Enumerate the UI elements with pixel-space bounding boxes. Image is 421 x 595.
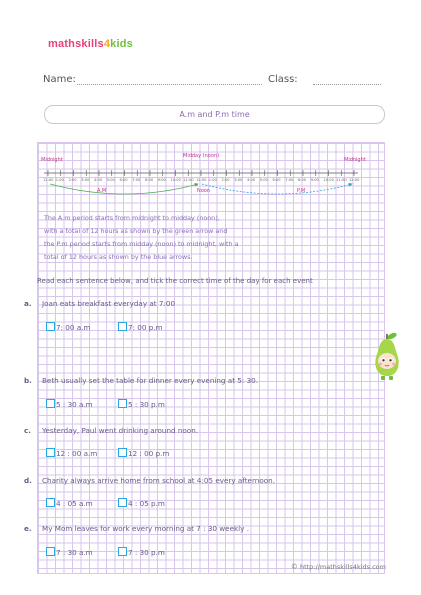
footer-url[interactable]: http://mathskills4kids.com	[299, 563, 386, 571]
checkbox-icon[interactable]	[46, 399, 55, 408]
checkbox-icon[interactable]	[118, 498, 127, 507]
question-d-option-am[interactable]	[46, 498, 93, 508]
timeline-tick-label: 12:00	[43, 178, 54, 182]
timeline-tick-label: 11:00	[183, 178, 194, 182]
timeline-tick-label: 5:00	[259, 178, 268, 182]
question-e-option-pm[interactable]	[118, 547, 165, 557]
timeline-tick-label: 9:00	[157, 178, 166, 182]
pm-arrow	[202, 184, 352, 194]
timeline-tick-label: 4:00	[247, 178, 256, 182]
timeline-tick-label: 12:00	[196, 178, 207, 182]
question-text: Joan eats breakfast everyday at 7:00	[42, 299, 176, 308]
option-label: 5 : 30 p.m	[128, 400, 165, 409]
question-c-option-pm[interactable]	[118, 448, 169, 458]
explanation-line-4: total of 12 hours as shown by the blue arrows.	[44, 253, 193, 261]
logo-part2: 4	[103, 38, 111, 50]
question-number: e.	[24, 524, 32, 533]
checkbox-icon[interactable]	[118, 399, 127, 408]
class-field[interactable]	[313, 84, 381, 85]
option-label: 7: 00 p.m	[128, 323, 163, 332]
question-text: My Mom leaves for work every morning at 7 : 30 weekly .	[42, 524, 249, 533]
am-arrow	[50, 184, 198, 194]
worksheet-title: A.m and P.m time	[44, 105, 385, 124]
pm-label: P.M	[297, 188, 306, 194]
am-label: A.M	[97, 188, 107, 194]
graph-paper-background	[37, 142, 385, 574]
question-number: c.	[24, 426, 31, 435]
timeline-tick-label: 3:00	[81, 178, 90, 182]
logo-part3: kids	[110, 38, 133, 50]
name-field[interactable]	[77, 84, 262, 85]
timeline-tick-label: 6:00	[119, 178, 128, 182]
question-a-option-pm[interactable]	[118, 322, 163, 332]
option-label: 12 : 00 a.m	[56, 449, 98, 458]
timeline-tick-label: 1:00	[55, 178, 64, 182]
question-text: Beth usually set the table for dinner every evening at 5: 30.	[42, 376, 259, 385]
checkbox-icon[interactable]	[118, 547, 127, 556]
timeline-tick-label: 7:00	[132, 178, 141, 182]
checkbox-icon[interactable]	[46, 448, 55, 457]
option-label: 7 : 30 a.m	[56, 548, 93, 557]
explanation-line-2: with a total of 12 hours as shown by the green arrow and	[44, 227, 228, 235]
timeline-tick-label: 5:00	[106, 178, 115, 182]
option-label: 4 : 05 a.m	[56, 499, 93, 508]
question-text: Charity always arrive home from school at 4:05 every afternoon.	[42, 476, 275, 485]
footer	[291, 563, 386, 571]
option-label: 7 : 30 p.m	[128, 548, 165, 557]
question-b-option-am[interactable]	[46, 399, 93, 409]
timeline-tick-label: 1:00	[208, 178, 217, 182]
timeline-tick-label: 6:00	[272, 178, 281, 182]
timeline-right-label: Midnight	[344, 157, 366, 163]
option-label: 12 : 00 p.m	[128, 449, 170, 458]
question-d-option-pm[interactable]	[118, 498, 165, 508]
option-label: 5 : 30 a.m	[56, 400, 93, 409]
timeline-tick-label: 12:00	[349, 178, 360, 182]
timeline-tick-label: 9:00	[310, 178, 319, 182]
pear-mascot-icon	[370, 330, 404, 382]
name-label: Name:	[43, 74, 76, 85]
timeline-mid-label: Midday (noon)	[183, 153, 220, 159]
timeline-tick-label: 10:00	[170, 178, 181, 182]
explanation-line-1: The A.m period starts from midnight to midday (noon),	[44, 214, 220, 222]
question-b-option-pm[interactable]	[118, 399, 165, 409]
noon-label: Noon	[197, 188, 211, 194]
timeline-tick-label: 10:00	[323, 178, 334, 182]
explanation-line-3: the P.m period starts from midday (noon) to midnight, with a	[44, 240, 239, 248]
timeline-tick-label: 3:00	[234, 178, 243, 182]
question-e-option-am[interactable]	[46, 547, 93, 557]
timeline-tick-label: 2:00	[221, 178, 230, 182]
timeline-tick-label: 7:00	[285, 178, 294, 182]
checkbox-icon[interactable]	[46, 498, 55, 507]
copyright-icon: ©	[290, 563, 298, 571]
logo	[48, 38, 133, 50]
timeline-tick-label: 8:00	[298, 178, 307, 182]
timeline-tick-label: 4:00	[94, 178, 103, 182]
option-label: 7: 00 a.m	[56, 323, 91, 332]
question-c-option-am[interactable]	[46, 448, 97, 458]
timeline-tick-label: 8:00	[145, 178, 154, 182]
class-label: Class:	[268, 74, 298, 85]
question-number: b.	[24, 376, 32, 385]
question-number: a.	[24, 299, 32, 308]
timeline-tick-label: 2:00	[68, 178, 77, 182]
checkbox-icon[interactable]	[46, 547, 55, 556]
question-a-option-am[interactable]	[46, 322, 90, 332]
question-number: d.	[24, 476, 32, 485]
instruction: Read each sentence below, and tick the correct time of the day for each event	[37, 277, 313, 285]
timeline-tick-label: 11:00	[336, 178, 347, 182]
checkbox-icon[interactable]	[118, 448, 127, 457]
checkbox-icon[interactable]	[46, 322, 55, 331]
checkbox-icon[interactable]	[118, 322, 127, 331]
question-text: Yesterday, Paul went drinking around noon.	[42, 426, 199, 435]
option-label: 4 : 05 p.m	[128, 499, 165, 508]
logo-part1: mathskills	[48, 38, 104, 50]
timeline-left-label: Midnight	[41, 157, 63, 163]
